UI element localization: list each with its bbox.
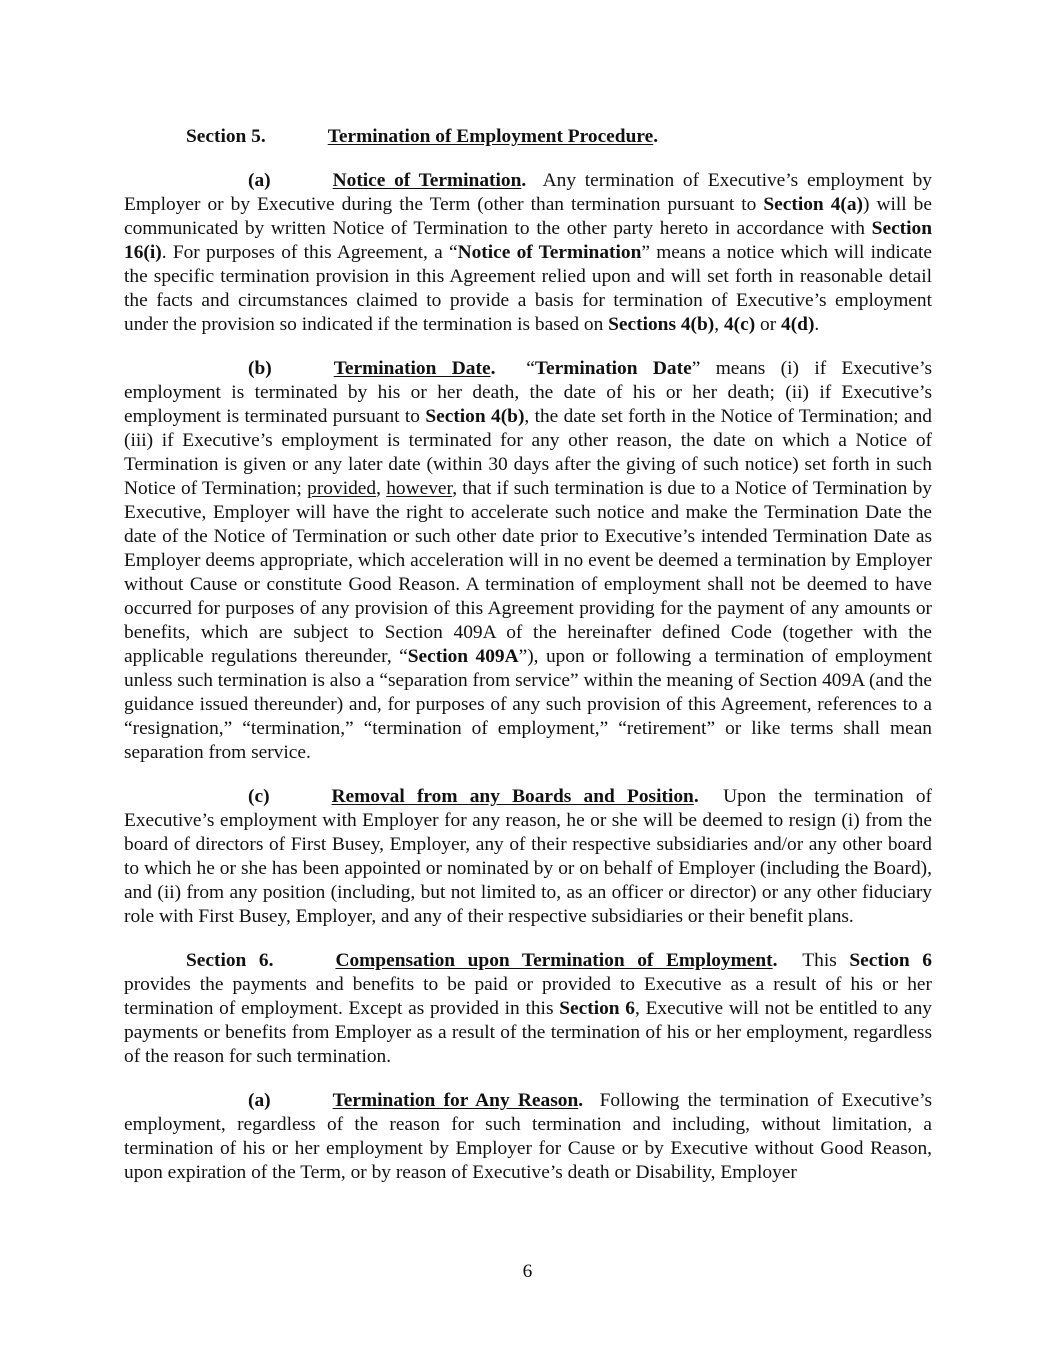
document-page bbox=[124, 125, 932, 1185]
section-5a-paragraph: (a) Notice of Termination. Any termination of Executive’s employment by Employer or by Executive during the Term (other than termination pursuant to Section 4(a)) will be communicated by written Notice of Termination to the other party hereto in accordance with Section 16(i). For purposes of this Agreement, a “Notice of Termination” means a notice which will indicate the specific termination provision in this Agreement relied upon and will set forth in reasonable detail the facts and circumstances claimed to provide a basis for termination of Executive’s employment under the provision so indicated if the termination is based on Sections 4(b), 4(c) or 4(d). bbox=[124, 170, 932, 335]
section-5c-paragraph: (c) Removal from any Boards and Position. Upon the termination of Executive’s employment with Employer for any reason, he or she will be deemed to resign (i) from the board of directors of First Busey, Employer, any of their respective subsidiaries and/or any other board to which he or she has been appointed or nominated by or on behalf of Employer (including the Board), and (ii) from any position (including, but not limited to, as an officer or director) or any other fiduciary role with First Busey, Employer, and any of their respective subsidiaries or their benefit plans. bbox=[124, 786, 932, 927]
section-6-number: Section 6. bbox=[186, 950, 274, 971]
page-number: 6 bbox=[522, 1261, 533, 1282]
section-5-number: Section 5. bbox=[186, 126, 266, 147]
section-5c-heading: Removal from any Boards and Position bbox=[331, 786, 694, 807]
section-5-title: Termination of Employment Procedure bbox=[327, 126, 654, 147]
section-5a-heading: Notice of Termination bbox=[332, 170, 522, 191]
section-5b-paragraph: (b) Termination Date. “Termination Date” means (i) if Executive’s employment is terminated by his or her death, the date of his or her death; (ii) if Executive’s employment is terminated pursuant to Section 4(b), the date set forth in the Notice of Termination; and (iii) if Executive’s employment is terminated for any other reason, the date on which a Notice of Termination is given or any later date (within 30 days after the giving of such notice) set forth in such Notice of Termination; provided, however, that if such termination is due to a Notice of Termination by Executive, Employer will have the right to accelerate such notice and make the Termination Date the date of the Notice of Termination or such other date prior to Executive’s intended Termination Date as Employer deems appropriate, which acceleration will in no event be deemed a termination by Employer without Cause or constitute Good Reason. A termination of employment shall not be deemed to have occurred for purposes of any provision of this Agreement providing for the payment of any amounts or benefits, which are subject to Section 409A of the hereinafter defined Code (together with the applicable regulations thereunder, “Section 409A”), upon or following a termination of employment unless such termination is also a “separation from service” within the meaning of Section 409A (and the guidance issued thereunder) and, for purposes of any such provision of this Agreement, references to a “resignation,” “termination,” “termination of employment,” “retirement” or like terms shall mean separation from service. bbox=[124, 358, 933, 763]
section-6-paragraph: Section 6. Compensation upon Termination of Employment. This Section 6 provides the payments and benefits to be paid or provided to Executive as a result of his or her termination of employment. Except as provided in this Section 6, Executive will not be entitled to any payments or benefits from Employer as a result of the termination of his or her employment, regardless of the reason for such termination. bbox=[124, 950, 932, 1067]
section-6a-heading: Termination for Any Reason bbox=[332, 1090, 579, 1111]
section-6-title: Compensation upon Termination of Employment bbox=[335, 950, 773, 971]
section-6a-paragraph: (a) Termination for Any Reason. Following the termination of Executive’s employment, regardless of the reason for such termination and including, without limitation, a termination of his or her employment by Employer for Cause or by Executive without Good Reason, upon expiration of the Term, or by reason of Executive’s death or Disability, Employer bbox=[124, 1090, 932, 1183]
section-5-heading: Section 5. Termination of Employment Procedure. bbox=[186, 126, 659, 147]
section-5b-heading: Termination Date bbox=[333, 358, 491, 379]
